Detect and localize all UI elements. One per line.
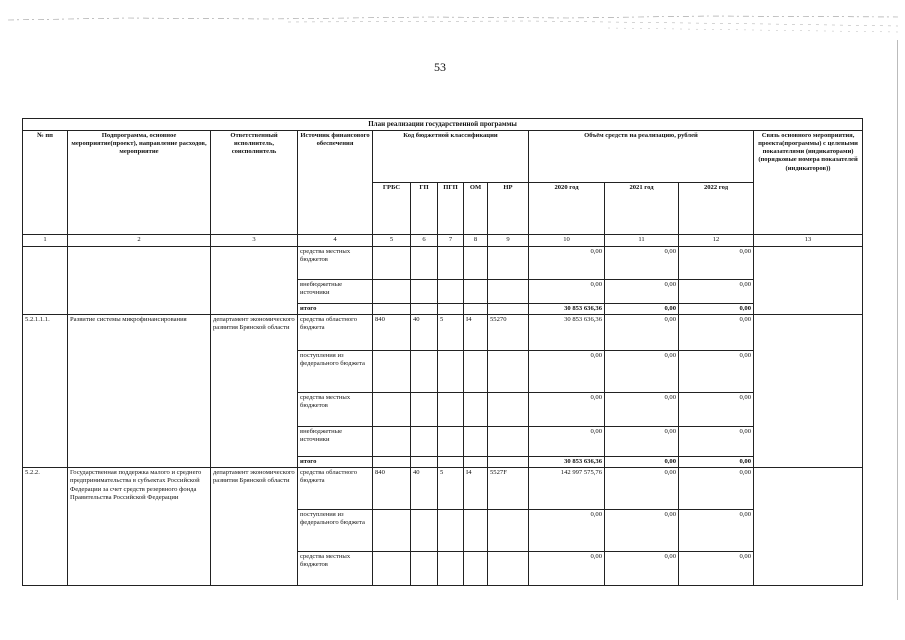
col-index: 7 — [438, 234, 464, 246]
cell-source: средства местных бюджетов — [298, 552, 373, 586]
header-2020: 2020 год — [529, 182, 605, 234]
cell-2021: 0,00 — [605, 303, 679, 314]
cell-name — [68, 246, 211, 314]
header-grbs: ГРБС — [373, 182, 411, 234]
cell-responsible: департамент экономического развития Брянской области — [211, 314, 298, 467]
cell-source: средства местных бюджетов — [298, 392, 373, 426]
header-2021: 2021 год — [605, 182, 679, 234]
cell-source: внебюджетные источники — [298, 279, 373, 303]
cell-2021: 0,00 — [605, 246, 679, 279]
cell-source: средства областного бюджета — [298, 468, 373, 510]
cell-2020: 0,00 — [529, 510, 605, 552]
cell-source: внебюджетные источники — [298, 426, 373, 456]
cell-2022: 0,00 — [679, 314, 754, 350]
cell-responsible: департамент экономического развития Брянской области — [211, 468, 298, 586]
cell-link — [754, 314, 863, 467]
cell-2020: 30 853 636,36 — [529, 456, 605, 467]
cell-2021: 0,00 — [605, 392, 679, 426]
cell-gp: 40 — [411, 468, 438, 510]
cell-2020: 0,00 — [529, 426, 605, 456]
scan-noise-top — [8, 12, 898, 42]
header-np: НР — [488, 182, 529, 234]
header-subprogram: Подпрограмма, основное мероприятие(проект), направление расходов, мероприятие — [68, 130, 211, 234]
col-index: 12 — [679, 234, 754, 246]
col-index: 10 — [529, 234, 605, 246]
col-index: 5 — [373, 234, 411, 246]
table-row — [23, 468, 863, 510]
table-title: План реализации государственной программы — [23, 119, 863, 131]
cell-2020: 30 853 636,36 — [529, 314, 605, 350]
cell-pgp: 5 — [438, 314, 464, 350]
cell-num — [23, 246, 68, 314]
header-responsible: Ответственный исполнитель, соисполнитель — [211, 130, 298, 234]
cell-source: итого — [298, 456, 373, 467]
cell-source: итого — [298, 303, 373, 314]
column-index-row — [23, 234, 863, 246]
cell-2020: 0,00 — [529, 350, 605, 392]
cell-2020: 0,00 — [529, 279, 605, 303]
cell-source: средства областного бюджета — [298, 314, 373, 350]
cell-source: средства местных бюджетов — [298, 246, 373, 279]
cell-2020: 142 997 575,76 — [529, 468, 605, 510]
cell-2022: 0,00 — [679, 279, 754, 303]
cell-2022: 0,00 — [679, 552, 754, 586]
col-index: 6 — [411, 234, 438, 246]
cell-om: I4 — [464, 468, 488, 510]
cell-num: 5.2.2. — [23, 468, 68, 586]
cell-2021: 0,00 — [605, 552, 679, 586]
cell-2021: 0,00 — [605, 426, 679, 456]
header-link: Связь основного мероприятия, проекта(программы) с целевыми показателями (индикаторами) (порядковые номера показателей (индикаторов)) — [754, 130, 863, 234]
table-row — [23, 314, 863, 350]
header-volume: Объём средств на реализацию, рублей — [529, 130, 754, 182]
cell-gp: 40 — [411, 314, 438, 350]
cell-pgp: 5 — [438, 468, 464, 510]
cell-grbs: 840 — [373, 468, 411, 510]
cell-2022: 0,00 — [679, 468, 754, 510]
cell-name: Государственная поддержка малого и среднего предпринимательства в субъектах Российской Федерации за счет средств резервного фонда Правительства Российской Федерации — [68, 468, 211, 586]
cell-2021: 0,00 — [605, 350, 679, 392]
cell-2020: 0,00 — [529, 246, 605, 279]
header-source: Источник финансового обеспечения — [298, 130, 373, 234]
col-index: 1 — [23, 234, 68, 246]
cell-np: 55270 — [488, 314, 529, 350]
header-budget-code: Код бюджетной классификации — [373, 130, 529, 182]
scan-edge-right — [897, 40, 899, 600]
header-gp: ГП — [411, 182, 438, 234]
cell-source: поступления из федерального бюджета — [298, 510, 373, 552]
cell-link — [754, 246, 863, 314]
cell-grbs: 840 — [373, 314, 411, 350]
col-index: 2 — [68, 234, 211, 246]
cell-om: I4 — [464, 314, 488, 350]
cell-name: Развитие системы микрофинансирования — [68, 314, 211, 467]
cell-2022: 0,00 — [679, 246, 754, 279]
header-pgp: ПГП — [438, 182, 464, 234]
cell-2022: 0,00 — [679, 510, 754, 552]
cell-2021: 0,00 — [605, 456, 679, 467]
header-om: ОМ — [464, 182, 488, 234]
col-index: 11 — [605, 234, 679, 246]
cell-2020: 30 853 636,36 — [529, 303, 605, 314]
col-index: 13 — [754, 234, 863, 246]
cell-2022: 0,00 — [679, 350, 754, 392]
cell-responsible — [211, 246, 298, 314]
cell-2020: 0,00 — [529, 552, 605, 586]
col-index: 9 — [488, 234, 529, 246]
cell-2021: 0,00 — [605, 279, 679, 303]
cell-2022: 0,00 — [679, 303, 754, 314]
table-row — [23, 246, 863, 279]
cell-2022: 0,00 — [679, 456, 754, 467]
cell-2021: 0,00 — [605, 510, 679, 552]
cell-2021: 0,00 — [605, 314, 679, 350]
cell-source: поступления из федерального бюджета — [298, 350, 373, 392]
cell-2022: 0,00 — [679, 426, 754, 456]
header-num: № пп — [23, 130, 68, 234]
cell-2021: 0,00 — [605, 468, 679, 510]
header-2022: 2022 год — [679, 182, 754, 234]
implementation-plan-table — [22, 118, 863, 586]
cell-2020: 0,00 — [529, 392, 605, 426]
cell-np: 5527F — [488, 468, 529, 510]
col-index: 3 — [211, 234, 298, 246]
col-index: 4 — [298, 234, 373, 246]
cell-link — [754, 468, 863, 586]
page-number: 53 — [434, 60, 446, 74]
cell-2022: 0,00 — [679, 392, 754, 426]
col-index: 8 — [464, 234, 488, 246]
cell-num: 5.2.1.1.1. — [23, 314, 68, 467]
